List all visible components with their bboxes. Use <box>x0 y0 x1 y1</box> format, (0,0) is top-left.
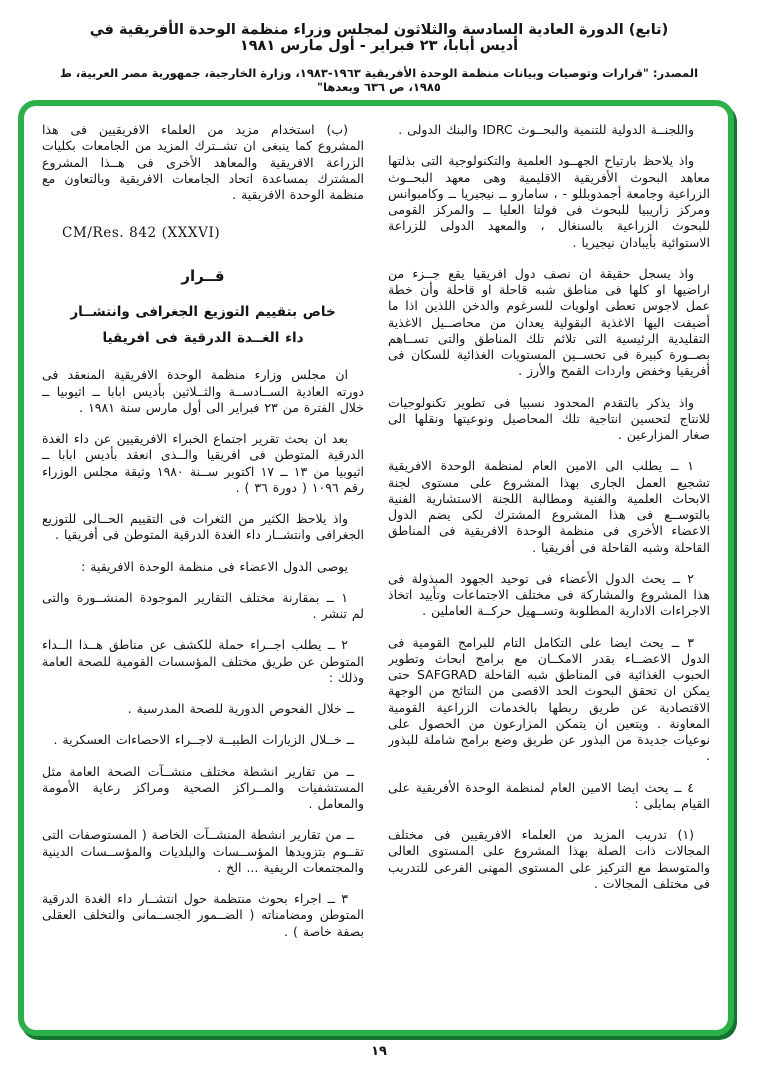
dash-bullet-item: ــ خــلال الزيارات الطبيــة لاجــراء الاحصاءات العسكرية . <box>53 732 354 748</box>
numbered-clause: ٤ ــ يحث ايضا الامين العام لمنظمة الوحدة الأفريقية على القيام بمايلى : <box>388 779 710 811</box>
numbered-clause: ٢ ــ يطلب اجــراء حملة للكشف عن مناطق هــذا الــداء المتوطن عن طريق مختلف المؤسسات القومية للصحة العامة وذلك : <box>42 637 364 685</box>
numbered-clause: ١ ــ بمقارنة مختلف التقارير الموجودة المنشــورة والتى لم تنشر . <box>42 589 364 622</box>
resolution-reference: CM/Res. 842 (XXXVI) <box>62 225 221 242</box>
green-border-frame <box>18 100 734 1036</box>
paragraph: واذ يذكر بالتقدم المحدود نسبيا فى تطوير تكنولوجيات للانتاج لتحسين انتاجية تلك المحاصيل ونوعيتها ونقلها الى صغار المزارعين . <box>388 394 710 442</box>
numbered-clause: ٢ ــ يحث الدول الأعضاء فى توحيد الجهود المبذولة فى هذا المشروع والمشاركة فى مختلف الاجتماعات وتأييد اتخاذ الاجراءات الادارية المطلوبة وتســهيل حركــة العاملين . <box>388 570 710 619</box>
column-left <box>42 122 364 1020</box>
paragraph: واذ يلاحظ بارتياح الجهــود العلمية والتكنولوجية التى بذلتها معاهد البحوث الأفريقية الاقليمية وهى معهد البحــوث الزراعية وجامعة أجمدوبللو - ، سامارو ــ نيجيريا ــ وكامبوانس ومركز زاريبيا للبحوث فى فولتا العليا ــ والمركز القومى للبحوث الزراعية بالسنغال ، والمعهد الدولى للزراعة الاستوائية بأيبادان نيجيريا . <box>388 153 710 250</box>
numbered-clause: ٣ ــ يحث ايضا على التكامل التام للبرامج القومية فى الدول الاعضــاء بقدر الامكــان مع برامج ابحاث وتطوير الحبوب الغذائية فى المناطق شبه القاحلة SAFGRAD حتى يمكن ان تحقق البحوث الحد الاقصى من النتائج من الوجهة الاقتصادية عن طريق ربطها بالخدمات الزراعية القومية المعاونة . ويتعين ان يتمكن المزارعون من الحصول على نوعيات جديدة من البذور عن طريق وضع برامج شاملة للبذور . <box>388 634 710 764</box>
resolution-subtitle-line2: داء الغــدة الدرقية فى افريقيا <box>102 329 304 346</box>
paragraph: ان مجلس وزارء منظمة الوحدة الافريقية المنعقد فى دورته العادية الســادســة والثــلاثين بأديس ابابا ــ اثيوبيا ــ خلال الفترة من ٢٣ فبراير الى أول مارس سنة ١٩٨١ . <box>42 367 364 415</box>
header-session-line: (تابع) الدورة العادية السادسة والثلاثون لمجلس وزراء منظمة الوحدة الأفريقية في أديس أبابا، ٢٣ فبراير - أول مارس ١٩٨١ <box>89 22 669 54</box>
resolution-subtitle-line1: خاص بتقييم التوزيع الجغرافى وانتشــار <box>70 304 336 321</box>
page-header <box>0 22 758 94</box>
numbered-clause: ١ ــ يطلب الى الامين العام لمنظمة الوحدة الافريقية تشجيع العمل الجارى بهذا المشروع على مستوى لجنة الابحاث العلمية والفنية ومطالبة اللجنة الاستشارية الفنية بالتوســع فى هذا المشروع المشترك لكى يضم الدول الاعضاء الأخرى فى منظمة الوحدة الافريقية فى المناطق القاحلة وشبه القاحلة فى أفريقيا . <box>388 458 710 555</box>
sub-clause: (١) تدريب المزيد من العلماء الافريقيين فى مختلف المجالات ذات الصلة بهذا المشروع على المستوى العالى والمتوسط مع التركيز على المستوى المهنى الفرعى للتدريب فى مختلف المجالات . <box>388 827 710 891</box>
paragraph: يوصى الدول الاعضاء فى منظمة الوحدة الافريقية : <box>81 558 348 574</box>
paragraph: واذ يلاحظ الكثير من الثغرات فى التقييم الحــالى للتوزيع الجغرافى وانتشــار داء الغدة الدرقية المتوطن فى أفريقيا . <box>42 511 364 543</box>
two-column-layout <box>42 122 710 1020</box>
resolution-title: قــرار <box>181 266 225 285</box>
paragraph: واللجنــة الدولية للتنمية والبحــوث IDRC والبنك الدولى . <box>398 122 694 137</box>
header-source-line: المصدر: "قرارات وتوصيات وبيانات منظمة الوحدة الأفريقية ١٩٦٣-١٩٨٣، وزارة الخارجية، جمهورية مصر العربية، ط ١٩٨٥، ص ٦٣٦ وبعدها" <box>59 66 699 94</box>
paragraph: واذ يسجل حقيقة ان نصف دول افريقيا يقع جــزء من اراضيها او كلها فى مناطق شبه قاحلة او قاحلة وأن خطة عمل لاجوس تعطى اولويات للسرغوم والدخن اللذين اذا ما أضيفت اليها الاغذية البقولية يعدان من محاصــيل الاغذية التقليدية الرئيسية التى تلائم تلك المناطق والتى تســاهم بصــورة كبيرة فى تحســين المستويات الغذائية للسكان فى أفريقيا وخفض واردات القمح والأرز . <box>388 265 710 379</box>
dash-bullet-item: ــ خلال الفحوص الدورية للصحة المدرسية . <box>127 701 354 717</box>
dash-bullet-item: ــ من تقارير انشطة المنشــآت الخاصة ( المستوصفات التى تقــوم بتزويدها المؤســسات والبلديات والمؤســسات الدينية والمجتمعات الريفية ... الخ . <box>42 827 364 875</box>
paragraph: بعد ان بحث تقرير اجتماع الخبراء الافريقيين عن داء الغدة الدرقية المتوطن فى افريقيا والــذى انعقد بأديس ابابا ــ اثيوبيا من ١٣ ــ ١٧ اكتوبر ســنة ١٩٨٠ وثيقة مجلس الوزراء رقم ١٠٩٦ ( دورة ٣٦ ) . <box>42 431 364 495</box>
dash-bullet-item: ــ من تقارير انشطة مختلف منشــآت الصحة العامة مثل المستشفيات والمــراكز الصحية ومراكز رعاية الأمومة والمعامل . <box>42 763 364 812</box>
column-right <box>388 122 710 1020</box>
page-number: ١٩ <box>371 1044 387 1059</box>
sub-clause: (ب) استخدام مزيد من العلماء الافريقيين فى هذا المشروع كما ينبغى ان تشــترك المزيد من الجامعات بكليات الزراعة الافريقية والمعاهد الأخرى فى هــذا المشروع المشترك بمساعدة اتحاد الجامعات الافريقية وبالتعاون مع منظمة الوحدة الافريقية . <box>42 122 364 202</box>
numbered-clause: ٣ ــ اجراء بحوث منتظمة حول انتشــار داء الغدة الدرقية المتوطن ومضامناته ( الضــمور الجســمانى والتخلف العقلى بصفة خاصة ) . <box>42 891 364 939</box>
